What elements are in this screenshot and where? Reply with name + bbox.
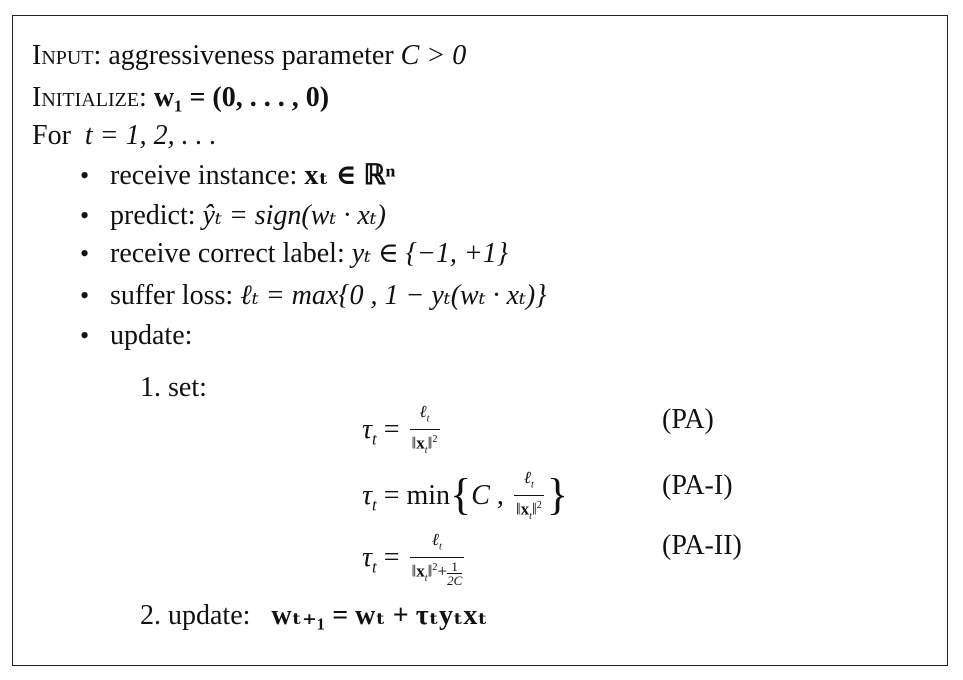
bullet-icon: • — [80, 281, 90, 310]
for-expression: t = 1, 2, . . . — [84, 120, 217, 151]
substep-update: 2. update: wₜ₊₁ = wₜ + τₜyₜxₜ — [140, 600, 488, 631]
variant-tag-pa: (PA) — [662, 404, 714, 435]
variant-tag-pa1: (PA-I) — [662, 470, 733, 501]
step-suffer-loss: suffer loss: ℓₜ = max{0 , 1 − yₜ(wₜ · xₜ)} — [110, 280, 547, 311]
initialize-expression: w₁ = (0, . . . , 0) — [153, 82, 330, 113]
step-predict: predict: ŷₜ = sign(wₜ · xₜ) — [110, 200, 386, 231]
tau-pa2-formula: $\tau_t$ = ℓ$_t$ $‖x_t‖^2+$ $\frac{1}{2C}$ — [362, 530, 463, 588]
input-condition: C > 0 — [400, 40, 467, 71]
for-label: For — [32, 120, 71, 151]
bullet-icon: • — [80, 201, 90, 230]
step-update: update: — [110, 320, 193, 351]
initialize-label: Initialize: — [32, 82, 147, 113]
step-receive-label: receive correct label: yₜ ∈ {−1, +1} — [110, 238, 508, 269]
for-line — [32, 120, 217, 152]
bullet-icon: • — [80, 239, 90, 268]
tau-pa-formula: $\tau_t$ = $\frac{\ell_t}{‖x_t‖^2}$ — [362, 402, 443, 461]
bullet-icon: • — [80, 321, 90, 350]
initialize-line — [32, 82, 329, 114]
bullet-icon: • — [80, 161, 90, 190]
step-receive-instance: receive instance: xₜ ∈ ℝⁿ — [110, 160, 396, 191]
input-line — [32, 40, 466, 72]
variant-tag-pa2: (PA-II) — [662, 530, 742, 561]
substep-set: 1. set: — [140, 372, 207, 403]
tau-pa1-formula: $\tau_t = \min\{C$ , $\frac{\ell_t}{‖x_t‖^2}$ } — [362, 468, 568, 527]
input-label: Input: — [32, 40, 102, 71]
input-text: aggressiveness parameter — [108, 40, 394, 71]
